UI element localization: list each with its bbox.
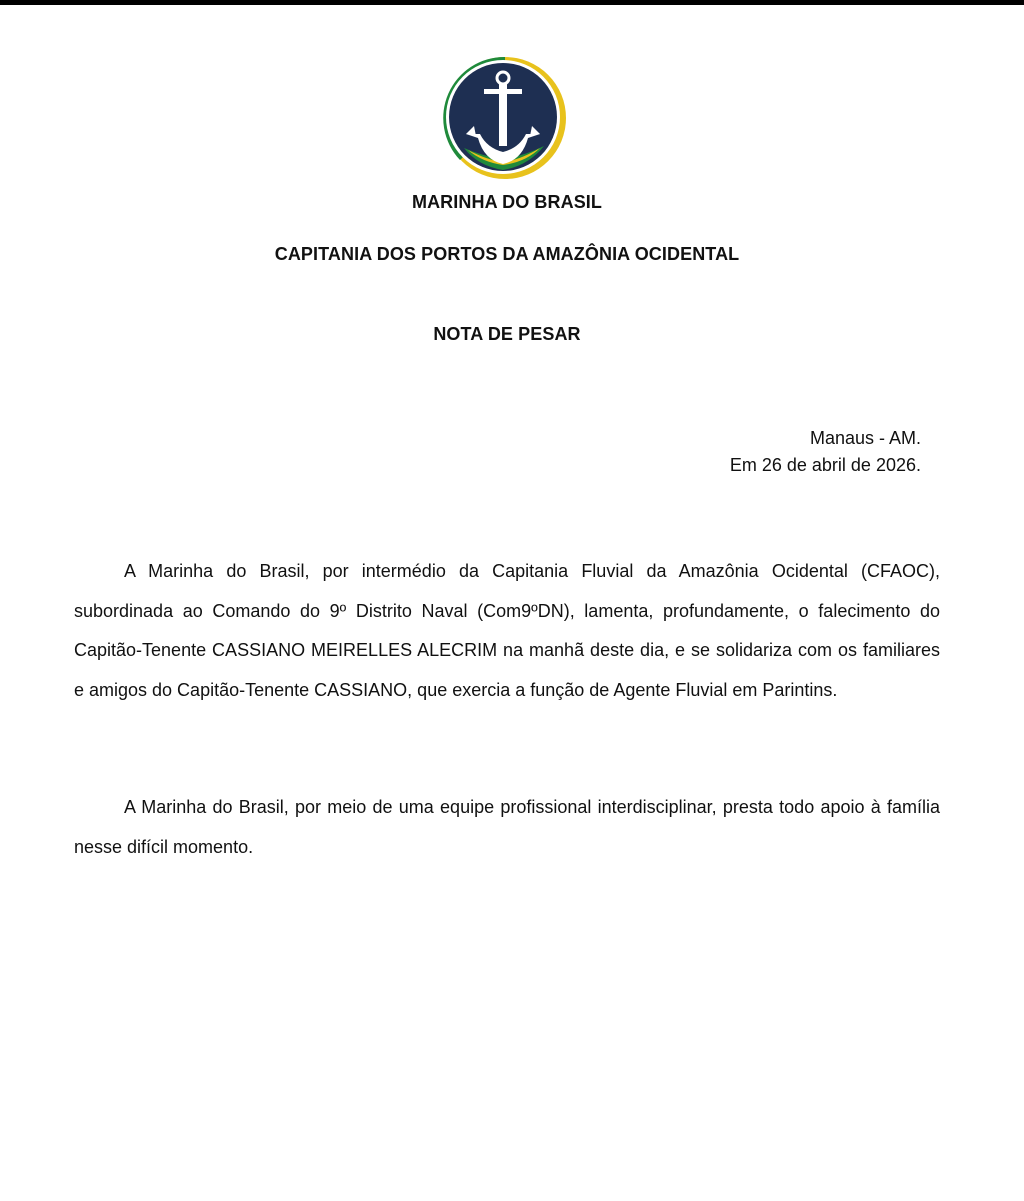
place-line: Manaus - AM. — [809, 428, 921, 448]
date-line: Em 26 de abril de 2026. — [729, 455, 921, 475]
body-paragraph-1: A Marinha do Brasil, por intermédio da Capitania Fluvial da Amazônia Ocidental (CFAOC), subordinada ao Comando do 9º Distrito Naval (Com9ºDN), lamenta, profundamente, o falecimento do Capitão-Tenente CASSIANO MEIRELLES ALECRIM na manhã deste dia, e se solidariza com os familiares e amigos do Capitão-Tenente CASSIANO, que exercia a função de Agente Fluvial em Parintins. — [74, 561, 940, 700]
document-title: NOTA DE PESAR — [433, 324, 581, 344]
body-paragraph-2: A Marinha do Brasil, por meio de uma equipe profissional interdisciplinar, presta todo apoio à família nesse difícil momento. — [74, 797, 940, 857]
anchor-emblem-icon — [442, 56, 568, 180]
top-border — [0, 0, 1024, 5]
org-title: MARINHA DO BRASIL — [411, 192, 603, 212]
unit-title: CAPITANIA DOS PORTOS DA AMAZÔNIA OCIDENTAL — [274, 244, 740, 264]
